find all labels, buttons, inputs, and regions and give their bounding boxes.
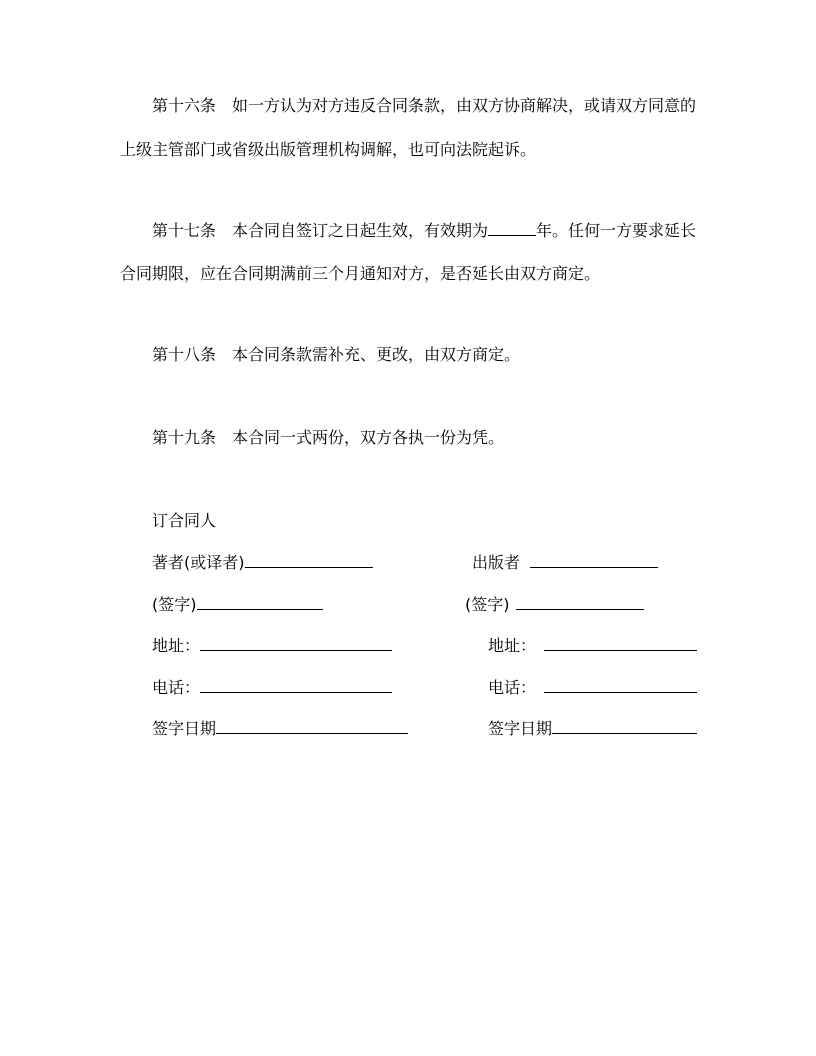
article-17-text-1b: 年。任何一方要求延长 [536, 221, 697, 240]
author-phone-field [152, 678, 392, 698]
article-18-text-1: 本合同条款需补充、更改，由双方商定。 [232, 345, 521, 364]
author-sign-blank[interactable] [197, 595, 323, 610]
author-date-blank[interactable] [216, 719, 408, 734]
publisher-address-field [488, 636, 697, 656]
author-blank[interactable] [245, 553, 373, 568]
author-date-label: 签字日期 [152, 719, 217, 738]
author-sign-field [152, 595, 323, 615]
signature-row-phone [0, 678, 816, 700]
article-18-line-1 [152, 345, 732, 365]
article-17-line-2: 合同期限，应在合同期满前三个月通知对方，是否延长由双方商定。 [120, 264, 601, 283]
article-17-text-1a: 本合同自签订之日起生效，有效期为 [232, 221, 489, 240]
article-17-line-1 [152, 221, 732, 241]
author-date-field [152, 719, 408, 739]
validity-years-blank[interactable] [488, 221, 536, 236]
author-address-label: 地址： [152, 636, 201, 655]
publisher-sign-field [465, 595, 644, 615]
publisher-date-blank[interactable] [552, 719, 697, 734]
signature-row-date [0, 719, 816, 741]
article-16-line-2: 上级主管部门或省级出版管理机构调解，也可向法院起诉。 [120, 140, 537, 159]
article-18-number: 第十八条 [152, 345, 217, 364]
publisher-phone-blank[interactable] [544, 678, 697, 693]
publisher-date-field [488, 719, 697, 739]
publisher-sign-label: (签字) [465, 595, 510, 614]
article-16-text-1: 如一方认为对方违反合同条款，由双方协商解决，或请双方同意的 [232, 96, 697, 115]
author-phone-blank[interactable] [200, 678, 392, 693]
author-phone-label: 电话： [152, 678, 201, 697]
article-19-text-1: 本合同一式两份，双方各执一份为凭。 [232, 428, 505, 447]
publisher-phone-field [488, 678, 697, 698]
author-field [152, 553, 373, 573]
publisher-label: 出版者 [472, 553, 521, 572]
signature-heading: 订合同人 [152, 511, 217, 530]
publisher-field [472, 553, 658, 573]
publisher-address-label: 地址： [488, 636, 537, 655]
publisher-phone-label: 电话： [488, 678, 537, 697]
author-sign-label: (签字) [152, 595, 197, 614]
author-address-field [152, 636, 392, 656]
signature-row-address [0, 636, 816, 658]
signature-row-author [0, 553, 816, 575]
article-16-number: 第十六条 [152, 96, 217, 115]
author-label: 著者(或译者) [152, 553, 245, 572]
publisher-address-blank[interactable] [544, 636, 697, 651]
article-17-number: 第十七条 [152, 221, 217, 240]
publisher-blank[interactable] [530, 553, 658, 568]
article-19-line-1 [152, 428, 732, 448]
article-19-number: 第十九条 [152, 428, 217, 447]
article-16-line-1 [152, 96, 732, 116]
publisher-sign-blank[interactable] [516, 595, 644, 610]
author-address-blank[interactable] [200, 636, 392, 651]
publisher-date-label: 签字日期 [488, 719, 553, 738]
signature-row-sign [0, 595, 816, 617]
